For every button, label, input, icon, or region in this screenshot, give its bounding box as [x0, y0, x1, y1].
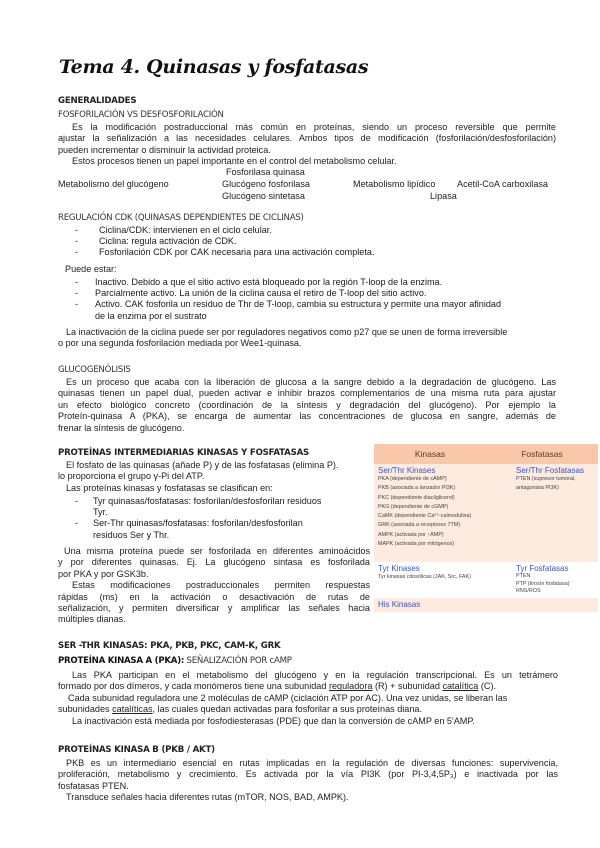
- subheading-fosforilacion: FOSFORILACIÓN VS DESFOSFORILACIÓN: [58, 110, 224, 120]
- heading-glucogenolisis: GLUCOGENÓLISIS: [58, 365, 131, 375]
- heading-intermediarias: PROTEÍNAS INTERMEDIARIAS KINASAS Y FOSFATASAS: [58, 448, 310, 458]
- paragraph-modificaciones: Una misma proteína puede ser fosforilada en diferentes aminoácidos y por diferentes quinasas. Ej. La glucógeno sintasa es fosforilada por PKA y por GSK3b. Estas modificaciones postraduccionales permiten respuestas rápidas (ms) en la activación o desactivación de rutas de señalización, y permiten diversificar y amplificar las señales hacia múltiples dianas.: [58, 546, 370, 625]
- his-kinasas-cell: His Kinasas: [378, 600, 421, 609]
- serthr-fosfatasas-cell: Ser/Thr Fosfatasas PTEN (supresor tumoral, antagonista PI3K): [516, 466, 585, 492]
- enzyme-fosforilasa-quinasa: Fosforilasa quinasa: [226, 167, 305, 177]
- puede-estar: Puede estar:: [65, 264, 117, 274]
- paragraph-glucogenolisis: Es un proceso que acaba con la liberación de glucosa a la sangre debido a la degradación de glucógeno. Las quinasas tienen un papel dual, pueden activar e inhibir brazos complementarios de una misma ruta para ajustar un efecto biológico concreto (coordinación de la síntesis y degradación del glucógeno). Por ejemplo la Proteín-quinasa A (PKA), se encarga de aumentar las concentraciones de glucosa en sangre, además de frenar la síntesis de glucógeno.: [58, 377, 556, 433]
- list-item: residuos Ser y Thr.: [93, 529, 170, 540]
- list-item: - Tyr quinasas/fosfatasas: fosforilan/desfosforilan residuos: [75, 496, 322, 506]
- cdk-states-list: [75, 277, 555, 322]
- list-item: - Fosforilación CDK por CAK necesaria para una activación completa.: [75, 247, 375, 258]
- heading-pkb: PROTEÍNAS KINASA B (PKB / AKT): [58, 745, 215, 755]
- enzyme-lipasa: Lipasa: [430, 191, 457, 201]
- heading-pka: PROTEÍNA KINASA A (PKA): SEÑALIZACIÓN POR cAMP: [58, 656, 292, 666]
- classes-list: [75, 496, 370, 541]
- enzyme-glucogeno-sintetasa: Glucógeno sintetasa: [222, 191, 305, 201]
- metabolismo-glucogeno: Metabolismo del glucógeno: [58, 179, 169, 189]
- heading-serthr-kinasas: SER -THR KINASAS: PKA, PKB, PKC, CAM-K, GRK: [58, 641, 281, 651]
- list-item: - Ciclina: regula activación de CDK.: [75, 236, 237, 247]
- list-item: de la enzima por el sustrato: [95, 310, 207, 321]
- list-item: - Inactivo. Debido a que el sitio activo está bloqueado por la región T-loop de la enzima.: [75, 277, 443, 287]
- list-item: - Activo. CAK fosforila un residuo de Thr de T-loop, cambia su estructura y permite una mayor afinidad: [75, 299, 502, 310]
- heading-regulacion-cdk: REGULACIÓN CDK (QUINASAS DEPENDIENTES DE CICLINAS): [58, 213, 304, 223]
- page-title: Tema 4. Quinasas y fosfatasas: [59, 56, 369, 78]
- paragraph-pkb: PKB es un intermediario esencial en rutas implicadas en la regulación de diversas funciones: supervivencia, proliferación, metabolismo y crecimiento. Es activada por la vía PI3K (por PI-3,4,5P₃) e inactivada por las fosfatasas PTEN. Transduce señales hacia diferentes rutas (mTOR, NOS, BAD, AMPK).: [58, 758, 558, 803]
- paragraph-pka: Las PKA participan en el metabolismo del glucógeno y en la regulación transcripcional. Es un tetrámero formado por dos dímeros, y cada monómeros tiene una subunidad reguladora (R) + subunidad catalítica (C). Cada subunidad reguladora une 2 moléculas de cAMP (ciclación ATP por AC). Una vez unidas, se liberan las subunidades catalíticas, las cuales quedan activadas para fosforilar a sus proteínas diana. La inactivación está mediada por fosfodiesterasas (PDE) que dan la conversión de cAMP en 5'AMP.: [58, 670, 558, 726]
- tyr-kinases-cell: Tyr Kinases Tyr kinasas citosólicas (JAK, Src, FAK): [378, 564, 471, 580]
- table-header-kinasas: Kinasas: [374, 444, 486, 464]
- paragraph-fosforilacion: Es la modificación postraduccional más común en proteínas, siendo un proceso reversible que permite ajustar la señalización a las necesidades celulares. Ambos tipos de modificación (fosforilación/desfosforilación) pueden incrementar o disminuir la actividad proteica. Estos procesos tienen un papel importante en el control del metabolismo celular.: [58, 122, 556, 167]
- list-item: Tyr.: [93, 507, 108, 518]
- kinasas-fosfatasas-table: [374, 444, 598, 612]
- serthr-kinases-cell: Ser/Thr Kinases PKA (dependiente de cAMP) PKB (asociada a lanzador PI3K) PKC (dependiente diacilglicerol) PKG (dependiente de cGMP) CaMK (dependiente Ca²⁺-calmodulina) GRK (asociada a receptores 7TM) AMPK (activada por ↑AMP) MAPK (activada por mitógenos): [378, 466, 472, 548]
- paragraph-inactivacion-ciclina: La inactivación de la ciclina puede ser por reguladores negativos como p27 que se unen de forma irreversible o por una segunda fosforilación mediada por Wee1-quinasa.: [58, 327, 508, 349]
- enzyme-glucogeno-fosforilasa: Glucógeno fosforilasa: [222, 179, 310, 189]
- metabolismo-lipidico: Metabolismo lipídico: [353, 179, 436, 189]
- table-header-fosfatasas: Fosfatasas: [486, 444, 598, 464]
- list-item: - Ciclina/CDK: intervienen en el ciclo celular.: [75, 225, 272, 235]
- heading-generalidades: GENERALIDADES: [58, 96, 137, 106]
- cdk-list: [75, 225, 545, 259]
- paragraph-intermediarias: El fosfato de las quinasas (añade P) y de las fosfatasas (elimina P). lo proporciona el grupo γ-Pi del ATP. Las proteínas kinasas y fosfatasas se clasifican en:: [58, 460, 339, 493]
- tyr-fosfatasas-cell: Tyr Fosfatasas PTEN PTP (tirosín fosfatasa) RNS/ROS: [516, 564, 570, 594]
- list-item: - Parcialmente activo. La unión de la ciclina causa el retiro de T-loop del sitio activo.: [75, 288, 427, 299]
- list-item: - Ser-Thr quinasas/fosfatasas: fosforilan/desfosforilan: [75, 518, 303, 529]
- enzyme-acetil-coa: Acetil-CoA carboxilasa: [457, 179, 548, 189]
